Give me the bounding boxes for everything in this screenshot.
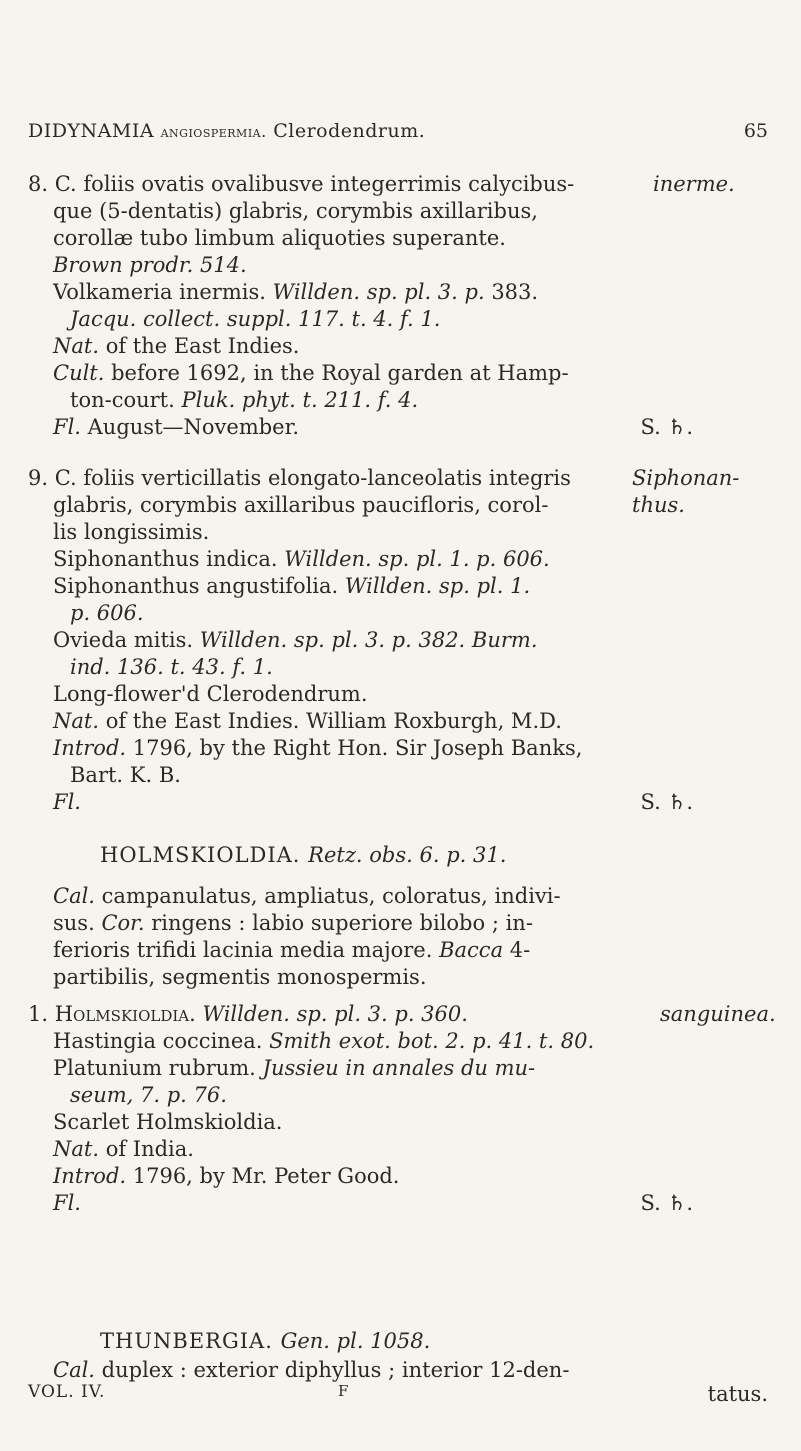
cal-text: campanulatus, ampliatus, coloratus, indivi- — [94, 884, 561, 908]
header-order: angiospermia. — [160, 122, 267, 141]
species-8-number: 8. — [28, 172, 49, 196]
nat-label: Nat. — [53, 1137, 100, 1161]
species-8-synonym — [53, 279, 538, 305]
volume-label: VOL. IV. — [28, 1382, 106, 1402]
holmskioldia-species-1 — [28, 1001, 468, 1027]
signature-mark: F — [338, 1382, 349, 1400]
species-8-jacquin-ref: Jacqu. collect. suppl. 117. t. 4. f. 1. — [70, 307, 441, 331]
species-9-habit-tag: S. ♄. — [640, 790, 693, 814]
synonym-name: Siphonanthus angustifolia. — [53, 574, 345, 598]
synonym-ref: Willden. sp. pl. 1. — [344, 574, 531, 598]
species-9-english-name: Long-flower'd Clerodendrum. — [53, 682, 368, 706]
species-8-cult-2 — [70, 387, 418, 413]
nat-text: of the East Indies. William Roxburgh, M.D. — [99, 709, 562, 733]
holmskioldia-habit-tag: S. ♄. — [640, 1191, 693, 1215]
holmskioldia-native — [53, 1136, 194, 1162]
synonym-ref: Jussieu in annales du mu- — [262, 1056, 536, 1080]
page-footer — [28, 1382, 768, 1408]
fl-label: Fl. — [53, 415, 81, 439]
synonym-ref: Willden. sp. pl. 3. p. 382. Burm. — [199, 628, 538, 652]
page-number: 65 — [743, 120, 768, 142]
bacca-label: Bacca — [439, 938, 504, 962]
species-number: 1. — [28, 1002, 49, 1026]
holmskioldia-calyx-3 — [53, 937, 530, 963]
species-9-synonym-1 — [53, 546, 550, 572]
introd-text: 1796, by the Right Hon. Sir Joseph Banks, — [126, 736, 583, 760]
nat-label: Nat. — [53, 334, 100, 358]
holmskioldia-english-name: Scarlet Holmskioldia. — [53, 1110, 283, 1134]
synonym-ref: Smith exot. bot. 2. p. 41. t. 80. — [269, 1029, 595, 1053]
species-9-synonym-2-cont: p. 606. — [70, 601, 144, 625]
cult-label: Cult. — [53, 361, 105, 385]
introd-label: Introd. — [53, 736, 127, 760]
species-9-flowering: Fl. — [53, 790, 81, 814]
holmskioldia-calyx-1 — [53, 883, 561, 909]
genus-ref: Retz. obs. 6. p. 31. — [308, 843, 507, 867]
species-9-native — [53, 708, 562, 734]
cal-text: duplex : exterior diphyllus ; interior 12-den- — [94, 1358, 570, 1382]
bacca-text: 4- — [503, 938, 531, 962]
introd-label: Introd. — [53, 1164, 127, 1188]
nat-text: of India. — [99, 1137, 194, 1161]
cal-label: Cal. — [53, 884, 95, 908]
header-class-title — [28, 120, 425, 142]
cult-text-2: ton-court. — [70, 388, 182, 412]
species-8-habit-tag: S. ♄. — [640, 415, 693, 439]
species-8-diagnosis-3: corollæ tubo limbum aliquoties superante. — [53, 226, 506, 250]
holmskioldia-synonym-2 — [53, 1055, 535, 1081]
species-9-epithet-2: thus. — [632, 493, 685, 517]
cor-text: ringens : labio superiore bilobo ; in- — [144, 911, 533, 935]
holmskioldia-flowering: Fl. — [53, 1191, 81, 1215]
synonym-name: Volkameria inermis. — [53, 280, 273, 304]
species-9-introduced — [53, 735, 582, 761]
cor-label: Cor. — [101, 911, 145, 935]
species-9-line1 — [28, 465, 571, 491]
synonym-name: Platunium rubrum. — [53, 1056, 263, 1080]
species-9-synonym-3 — [53, 627, 538, 653]
species-9-synonym-3-cont: ind. 136. t. 43. f. 1. — [70, 655, 273, 679]
species-name: Holmskioldia. — [54, 1002, 196, 1026]
species-ref: Willden. sp. pl. 3. p. 360. — [202, 1002, 468, 1026]
fl-text: August—November. — [80, 415, 300, 439]
nat-label: Nat. — [53, 709, 100, 733]
species-8-cult-1 — [53, 360, 569, 386]
species-9-diagnosis-2: glabris, corymbis axillaribus paucifloris, corol- — [53, 493, 549, 517]
species-9-epithet-1: Siphonan- — [632, 466, 740, 490]
species-9-synonym-2 — [53, 573, 530, 599]
catchword: tatus. — [707, 1382, 768, 1406]
synonym-name: Hastingia coccinea. — [53, 1029, 270, 1053]
species-8-native — [53, 333, 299, 359]
thunbergia-calyx — [53, 1357, 569, 1383]
header-class: DIDYNAMIA — [28, 120, 161, 142]
genus-ref: Gen. pl. 1058. — [280, 1329, 431, 1353]
nat-text: of the East Indies. — [99, 334, 300, 358]
holmskioldia-synonym-2-cont: seum, 7. p. 76. — [70, 1083, 227, 1107]
species-9-number: 9. — [28, 466, 49, 490]
running-header — [28, 120, 768, 146]
cal-text-2: sus. — [53, 911, 102, 935]
holmskioldia-synonym-1 — [53, 1028, 594, 1054]
species-8-flowering — [53, 414, 299, 440]
holmskioldia-heading — [100, 842, 506, 868]
genus-name: THUNBERGIA. — [100, 1329, 273, 1353]
introd-text: 1796, by Mr. Peter Good. — [126, 1164, 400, 1188]
species-8-brown-ref: Brown prodr. 514. — [53, 253, 247, 277]
synonym-name: Siphonanthus indica. — [53, 547, 285, 571]
synonym-ref: Willden. sp. pl. 3. p. — [272, 280, 485, 304]
thunbergia-heading — [100, 1328, 430, 1354]
genus-name: HOLMSKIOLDIA. — [100, 843, 301, 867]
species-9-diagnosis-1: C. foliis verticillatis elongato-lanceolatis integris — [54, 466, 571, 490]
synonym-ref: Willden. sp. pl. 1. p. 606. — [284, 547, 550, 571]
header-genus: Clerodendrum. — [266, 120, 426, 142]
holmskioldia-calyx-2 — [53, 910, 533, 936]
species-9-introduced-cont: Bart. K. B. — [70, 763, 181, 787]
holmskioldia-introduced — [53, 1163, 399, 1189]
species-9-diagnosis-3: lis longissimis. — [53, 520, 210, 544]
holmskioldia-calyx-4: partibilis, segmentis monospermis. — [53, 965, 427, 989]
holmskioldia-epithet: sanguinea. — [660, 1002, 776, 1026]
cult-text: before 1692, in the Royal garden at Hamp- — [104, 361, 569, 385]
synonym-page: 383. — [484, 280, 539, 304]
cal-label: Cal. — [53, 1358, 95, 1382]
species-8-diagnosis-2: que (5-dentatis) glabris, corymbis axillaribus, — [53, 199, 538, 223]
plukenet-ref: Pluk. phyt. t. 211. f. 4. — [181, 388, 419, 412]
species-8-diagnosis-1: C. foliis ovatis ovalibusve integerrimis calycibus- — [54, 172, 575, 196]
species-8-line1 — [28, 171, 574, 197]
species-8-epithet: inerme. — [653, 172, 735, 196]
cor-text-2: ferioris trifidi lacinia media majore. — [53, 938, 440, 962]
synonym-name: Ovieda mitis. — [53, 628, 200, 652]
